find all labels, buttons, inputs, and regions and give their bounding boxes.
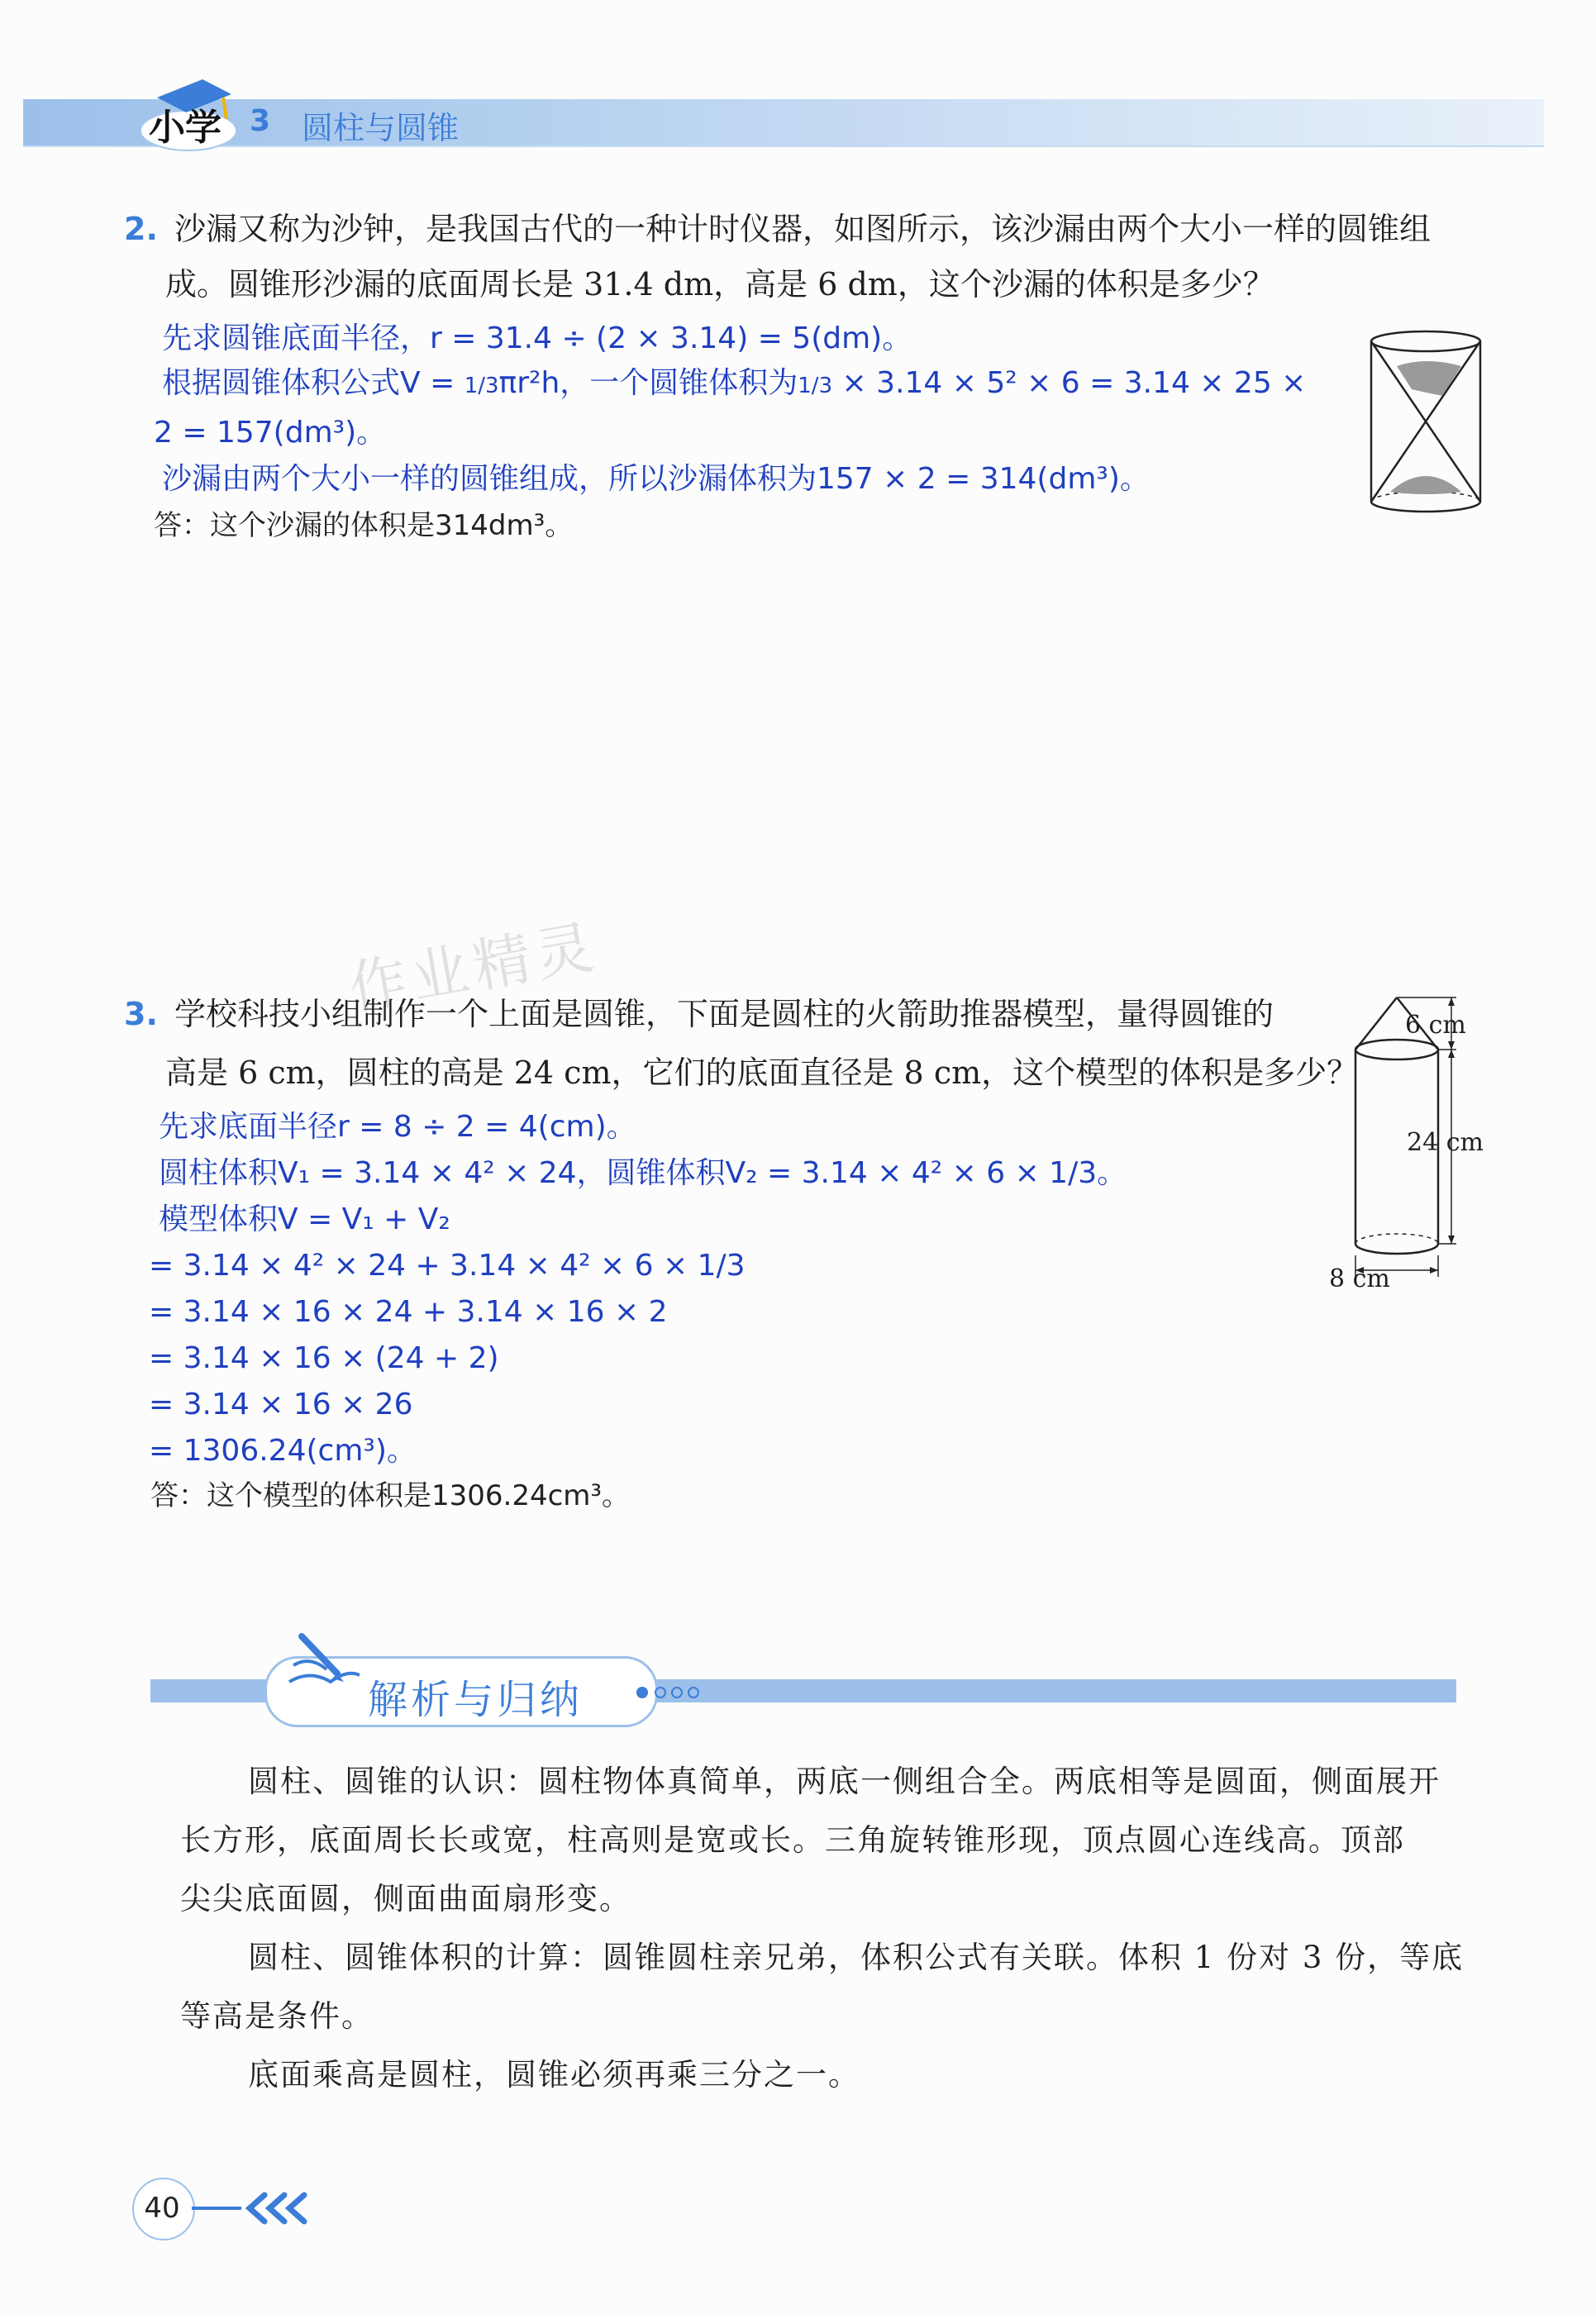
question-text-line: 沙漏又称为沙钟，是我国古代的一种计时仪器，如图所示，该沙漏由两个大小一样的圆锥组 [174,211,1431,247]
answer-line: = 3.14 × 16 × 26 [149,1388,413,1421]
summary-text-line: 长方形，底面周长长或宽，柱高则是宽或长。三角旋转锥形现，顶点圆心连线高。顶部 [180,1822,1405,1858]
answer-text: πr²h，一个圆锥体积为 [498,366,798,400]
question-number: 3. [124,996,158,1032]
decorative-dots [632,1683,715,1706]
summary-text-line: 尖尖底面圆，侧面曲面扇形变。 [180,1881,631,1916]
question-text-line: 高是 6 cm，圆柱的高是 24 cm，它们的底面直径是 8 cm，这个模型的体积是多少？ [165,1055,1359,1091]
answer-conclusion: 答：这个模型的体积是1306.24cm³。 [150,1479,631,1512]
question-text-line: 成。圆锥形沙漏的底面周长是 31.4 dm，高是 6 dm，这个沙漏的体积是多少？ [165,266,1274,302]
answer-line: = 3.14 × 16 × 24 + 3.14 × 16 × 2 [149,1295,668,1329]
answer-line: 先求底面半径r = 8 ÷ 2 = 4(cm)。 [159,1110,636,1144]
question-text-line: 学校科技小组制作一个上面是圆锥，下面是圆柱的火箭助推器模型，量得圆锥的 [174,996,1274,1032]
summary-text-line: 圆柱、圆锥的认识：圆柱物体真简单，两底一侧组合全。两底相等是圆面，侧面展开 [248,1764,1441,1799]
answer-text: 根据圆锥体积公式V = [162,366,465,400]
chevron-left-icon [192,2190,324,2230]
header-rule [23,145,1544,147]
chapter-title: 圆柱与圆锥 [302,110,460,146]
answer-line: 圆柱体积V₁ = 3.14 × 4² × 24，圆锥体积V₂ = 3.14 × 4² × 6 × 1/3。 [159,1156,1127,1190]
hourglass-figure [1364,326,1488,520]
fraction: 1/3 [464,374,499,398]
label-cylinder-height: 24 cm [1407,1128,1484,1157]
answer-line: 沙漏由两个大小一样的圆锥组成，所以沙漏体积为157 × 2 = 314(dm³)。 [162,462,1150,496]
summary-text-line: 等高是条件。 [180,1998,374,2034]
question-number: 2. [124,211,158,247]
answer-line: 模型体积V = V₁ + V₂ [159,1202,450,1236]
label-diameter: 8 cm [1329,1264,1390,1293]
summary-text-line: 底面乘高是圆柱，圆锥必须再乘三分之一。 [248,2057,860,2093]
answer-text: × 3.14 × 5² × 6 = 3.14 × 25 × [832,366,1307,400]
hourglass-diagram [1364,326,1488,517]
summary-title: 解析与归纳 [368,1677,584,1723]
label-cone-height: 6 cm [1405,1011,1466,1040]
chapter-number: 3 [250,104,271,138]
book-pencil-icon-svg [273,1624,364,1715]
answer-conclusion: 答：这个沙漏的体积是314dm³。 [154,509,574,542]
answer-line: 先求圆锥底面半径，r = 31.4 ÷ (2 × 3.14) = 5(dm)。 [162,321,912,355]
logo-text: 小学 [149,107,222,149]
fraction: 1/3 [798,374,833,398]
answer-line: = 3.14 × 4² × 24 + 3.14 × 4² × 6 × 1/3 [149,1249,746,1283]
watermark: 作业精灵 [344,912,603,1023]
book-pencil-icon [273,1624,364,1718]
answer-line: = 1306.24(cm³)。 [149,1434,417,1468]
answer-line-formula [162,365,1306,401]
question-2 [124,211,1431,249]
page-number: 40 [144,2192,180,2225]
answer-line: = 3.14 × 16 × (24 + 2) [149,1341,499,1375]
answer-line: 2 = 157(dm³)。 [154,416,387,450]
question-3 [124,996,1274,1034]
summary-text-line: 圆柱、圆锥体积的计算：圆锥圆柱亲兄弟，体积公式有关联。体积 1 份对 3 份，等底 [248,1940,1465,1975]
